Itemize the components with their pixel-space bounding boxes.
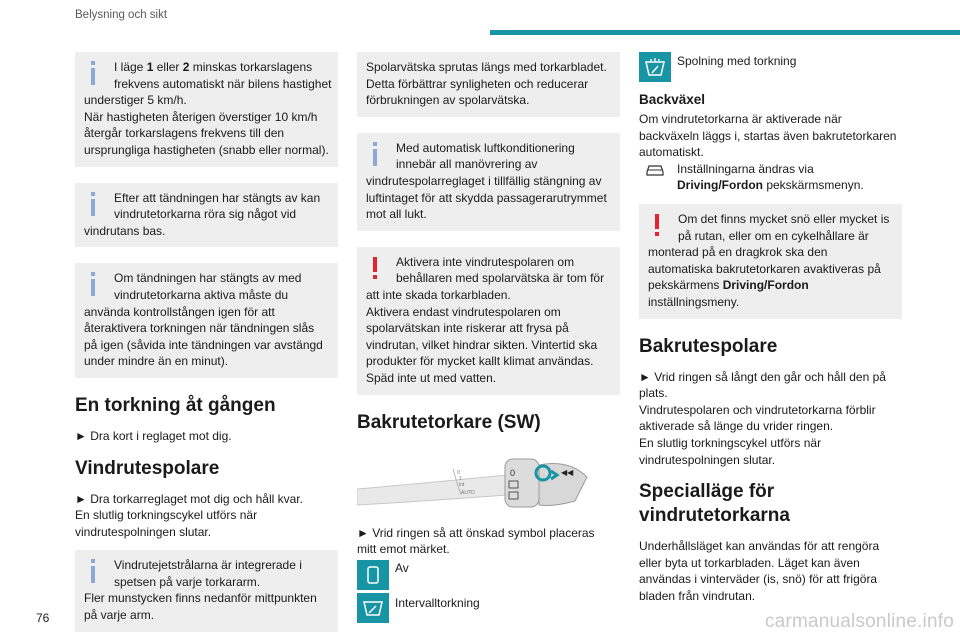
stalk-auto-label: AUTO: [461, 489, 475, 496]
text-line: återaktivera torkningen när tändningen slås: [84, 321, 315, 336]
info-icon: [86, 61, 100, 87]
svg-text:0: 0: [457, 469, 460, 476]
text-line: på varje arm.: [84, 608, 155, 623]
section-heading: En torkning åt gången: [75, 394, 276, 416]
text-line: luftintaget för att skydda passagerarutrymmet: [366, 190, 607, 205]
text-line: Spolarvätska sprutas längs med torkarbladet.: [366, 60, 607, 74]
text-box: [357, 52, 620, 117]
text-line: ► Vrid ringen så långt den går och håll den på: [639, 369, 886, 384]
text-line: använda kontrollstången igen för att: [84, 304, 275, 319]
text-line: plats.: [639, 386, 668, 401]
text-line: Om det finns mycket snö eller mycket is: [678, 211, 890, 226]
info-icon: [86, 559, 100, 585]
text-line: mitt emot märket.: [357, 542, 450, 557]
column-2: [357, 52, 620, 623]
wash-wipe-icon: [639, 52, 671, 82]
info-note: [75, 263, 338, 378]
text-line: ► Dra torkarreglaget mot dig och håll kvar.: [75, 491, 303, 506]
interval-wipe-label: Intervalltorkning: [395, 595, 480, 610]
text-line: vindrutetorkarna: [639, 505, 790, 527]
text-line: under mindre än en minut).: [84, 354, 229, 369]
text-line: ursprungliga hastigheten (snabb eller normal).: [84, 142, 329, 157]
text-line: inställningsmeny.: [648, 294, 740, 309]
text-line: Om tändningen har stängts av med: [114, 271, 302, 286]
interval-wipe-icon: [357, 593, 389, 623]
text-line: Aktivera endast vindrutespolaren om: [366, 304, 561, 319]
info-icon: [86, 192, 100, 218]
info-note: [75, 52, 338, 167]
column-1: [75, 52, 338, 640]
text-line: Vindrutespolaren och vindrutetorkarna förblir: [639, 402, 876, 417]
text-line: Om vindrutetorkarna är aktiverade när: [639, 112, 842, 126]
wiper-mode-wash-row: [639, 52, 902, 82]
text-line: En slutlig torkningscykel utförs när: [75, 508, 258, 523]
text-line: spolarvätskan inte riskerar att frysa på: [366, 321, 569, 336]
text-line: vindrutetorkarna röra sig något vid: [114, 207, 297, 222]
text-line: Vindrutejetstrålarna är integrerade i: [114, 558, 302, 573]
paragraph: [639, 369, 902, 469]
text-line: produkter för mycket kallt klimat användas.: [366, 354, 594, 369]
text-line: Späd inte ut med vatten.: [366, 370, 497, 385]
text-line: aktiverade så länge du vrider ringen.: [639, 419, 834, 434]
text-line: Med automatisk luftkonditionering: [396, 140, 575, 155]
text-line: ► Vrid ringen så att önskad symbol placeras: [357, 525, 595, 540]
car-settings-icon: [639, 161, 671, 191]
wiper-off-icon: [357, 560, 389, 590]
text-line: Efter att tändningen har stängts av kan: [114, 190, 321, 205]
warning-note: [639, 204, 902, 319]
text-line: vindrutespolarreglaget i tillfällig stängning av: [366, 173, 602, 188]
text-line: eller byta ut torkarbladen. Läget kan även: [639, 555, 860, 570]
text-line: vindrutans bas.: [84, 223, 166, 238]
settings-row: [639, 161, 902, 194]
text-line: återgår torkarslagens frekvens till den: [84, 126, 285, 141]
running-header: Belysning och sikt: [75, 9, 168, 21]
text-line: användas i vinterväder (is, snö) för att frigöra: [639, 572, 878, 587]
text-line: vindrutespolningen slutar.: [75, 524, 212, 539]
warning-note: [357, 247, 620, 395]
text-line: I läge 1 eller 2 minskas torkarslagens: [114, 60, 313, 74]
text-line: understiger 5 km/h.: [84, 93, 187, 108]
text-line: vindrutetorkarna aktiva måste du: [114, 287, 289, 302]
info-note: [75, 550, 338, 631]
text-line: mot all lukt.: [366, 207, 427, 222]
section-heading: [639, 480, 902, 528]
text-line: innebär all manövrering av: [396, 157, 538, 172]
column-3: [639, 52, 902, 610]
text-line: Fler munstycken finns nedanför mittpunkten: [84, 591, 317, 606]
stalk-int-label: int: [459, 481, 465, 488]
text-line: frekvens automatiskt när bilens hastighet: [114, 76, 332, 91]
section-heading: Bakrutetorkare (SW): [357, 411, 541, 433]
text-line: Detta förbättrar synligheten och reducerar: [366, 76, 589, 91]
text-line: på rutan, eller om en cykelhållare är: [678, 228, 869, 243]
wiper-mode-off-row: [357, 560, 620, 590]
info-icon: [86, 272, 100, 298]
text-line: automatiska bakrutetorkaren avaktiveras på: [648, 261, 881, 276]
info-note: [75, 183, 338, 248]
wiper-mode-interval-row: [357, 593, 620, 623]
wiper-off-label: Av: [395, 560, 409, 575]
text-line: När hastigheten återigen överstiger 10 km/h: [84, 109, 318, 124]
info-note: [357, 133, 620, 231]
page-number: 76: [36, 611, 50, 625]
text-line: Aktivera inte vindrutespolaren om: [396, 254, 575, 269]
paragraph: [639, 538, 902, 604]
text-line: Specialläge för: [639, 481, 775, 503]
text-line: monterad på en dragkrok ska den: [648, 245, 828, 260]
warning-icon: [650, 213, 664, 239]
section-heading: Bakrutespolare: [639, 335, 778, 357]
text-line: En slutlig torkningscykel utförs när: [639, 435, 822, 450]
paragraph: [639, 111, 902, 161]
watermark: carmanualsonline.info: [764, 611, 954, 632]
text-line: Underhållsläget kan användas för att rengöra: [639, 539, 880, 554]
text-line: att inte skada torkarbladen.: [366, 287, 511, 302]
text-line: vindrutan, vilket hindrar sikten. Vintertid ska: [366, 337, 598, 352]
svg-text:0: 0: [510, 467, 516, 478]
info-icon: [368, 142, 382, 168]
text-line: vindrutespolningen slutar.: [639, 452, 776, 467]
svg-text:1: 1: [459, 475, 462, 482]
text-line: behållaren med spolarvätska är tom för: [396, 271, 605, 286]
section-heading: Vindrutespolare: [75, 457, 220, 479]
text-line: på igen (såvida inte tändningen var avstängd: [84, 337, 323, 352]
text-line: automatiskt.: [639, 145, 704, 160]
wash-wipe-label: Spolning med torkning: [677, 54, 797, 68]
text-line: Inställningarna ändras via Driving/: [677, 161, 814, 193]
svg-text:◀◀: ◀◀: [561, 467, 574, 477]
warning-icon: [368, 256, 382, 282]
text-line: spetsen på varje torkararm.: [114, 574, 261, 589]
text-line: pekskärmens Driving/Fordon: [648, 278, 809, 293]
paragraph: ► Dra kort i reglaget mot dig.: [75, 428, 232, 443]
header-accent-bar: [490, 30, 960, 35]
rear-wiper-stalk-illustration: [357, 445, 597, 517]
text-line: backväxeln läggs i, startas även bakrutetorkaren: [639, 128, 897, 143]
text-line: förbrukningen av spolarvätska.: [366, 93, 530, 108]
subsection-heading: Backväxel: [639, 92, 706, 107]
paragraph: [75, 491, 338, 541]
text-line: Fordon pekskärmsmenyn.: [721, 178, 864, 193]
text-line: bladen från vindrutan.: [639, 588, 756, 603]
paragraph: [357, 525, 620, 558]
